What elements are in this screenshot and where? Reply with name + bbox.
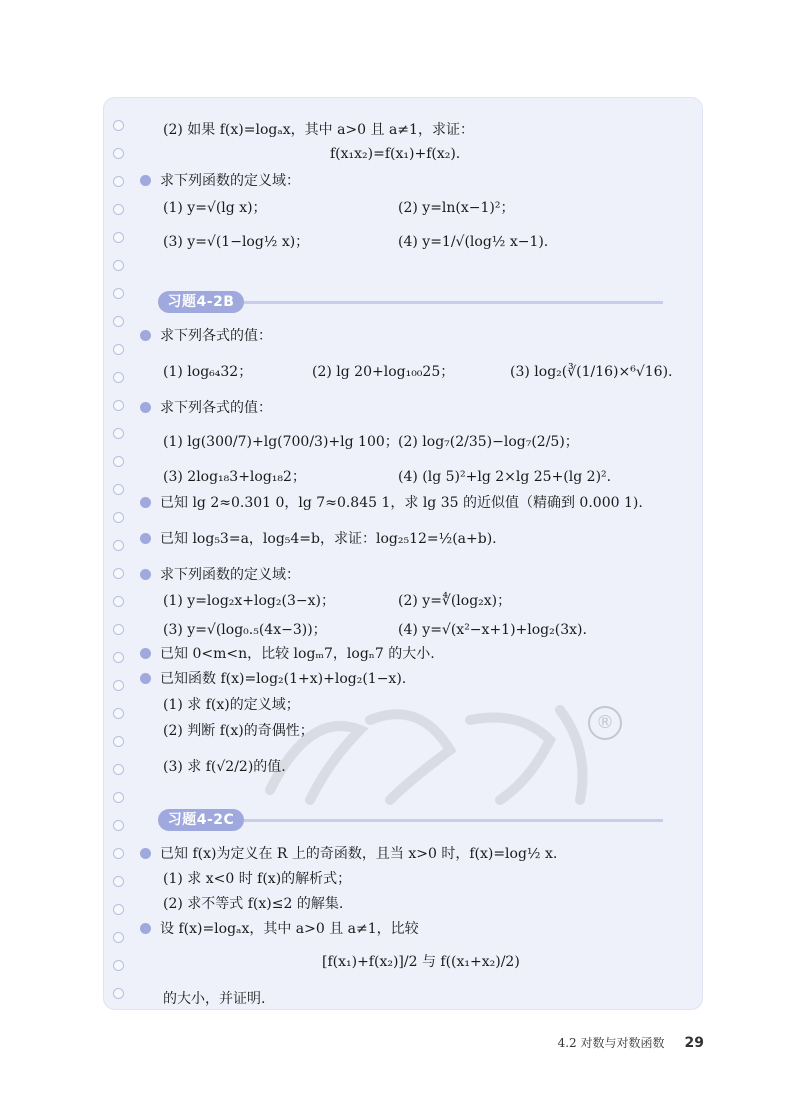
page-number: 29 xyxy=(684,1035,704,1051)
b-q1-item-3: (3) log₂(∛(1/16)×⁶√16). xyxy=(510,364,673,380)
c-q1-item-2: (2) 求不等式 f(x)≤2 的解集. xyxy=(163,896,344,912)
c-q2-tail: 的大小，并证明. xyxy=(163,991,266,1007)
question-badge xyxy=(140,673,151,684)
b-q2-item-3: (3) 2log₁₈3+log₁₈2； xyxy=(163,469,306,485)
b-q5-item-2: (2) y=∜(log₂x)； xyxy=(398,593,512,609)
question-text: 求下列各式的值： xyxy=(160,400,272,416)
section-b-header xyxy=(158,291,663,313)
b-q1-item-1: (1) log₆₄32； xyxy=(163,364,253,380)
question-text: 求下列函数的定义域： xyxy=(160,173,300,189)
b-q5-item-1: (1) y=log₂x+log₂(3−x)； xyxy=(163,593,335,609)
b-q7-item-1: (1) 求 f(x)的定义域； xyxy=(163,697,300,713)
question-badge xyxy=(140,923,151,934)
question-text: 已知 f(x)为定义在 R 上的奇函数，且当 x>0 时，f(x)=log½ x. xyxy=(160,846,558,862)
q6-item-4: (4) y=1/√(log½ x−1). xyxy=(398,234,549,250)
q6-item-2: (2) y=ln(x−1)²； xyxy=(398,200,515,216)
chapter-title: 4.2 对数与对数函数 xyxy=(557,1036,665,1050)
b-question-6 xyxy=(140,645,435,663)
question-text: 设 f(x)=logₐx，其中 a>0 且 a≠1，比较 xyxy=(160,921,419,937)
c-q1-item-1: (1) 求 x<0 时 f(x)的解析式； xyxy=(163,871,352,887)
c-question-2 xyxy=(140,920,419,938)
question-badge xyxy=(140,648,151,659)
question-text: 求下列各式的值： xyxy=(160,328,272,344)
question-text: 已知 0<m<n，比较 logₘ7，logₙ7 的大小. xyxy=(160,646,435,662)
b-question-3 xyxy=(140,494,643,512)
question-text: 已知 lg 2≈0.301 0，lg 7≈0.845 1，求 lg 35 的近似值（精确到 0.000 1). xyxy=(160,495,643,511)
b-q5-item-3: (3) y=√(log₀.₅(4x−3))； xyxy=(163,622,327,638)
b-question-7 xyxy=(140,670,406,688)
b-question-2 xyxy=(140,399,272,417)
b-q2-item-4: (4) (lg 5)²+lg 2×lg 25+(lg 2)². xyxy=(398,469,612,485)
section-c-header xyxy=(158,809,663,831)
b-question-1 xyxy=(140,327,272,345)
question-badge xyxy=(140,533,151,544)
question-badge xyxy=(140,569,151,580)
question-6 xyxy=(140,172,300,190)
q6-item-3: (3) y=√(1−log½ x)； xyxy=(163,234,310,250)
question-text: 已知 log₅3=a，log₅4=b，求证：log₂₅12=½(a+b). xyxy=(160,531,497,547)
question-text: 求下列函数的定义域： xyxy=(160,567,300,583)
section-divider xyxy=(244,819,663,822)
part2-formula: f(x₁x₂)=f(x₁)+f(x₂). xyxy=(330,146,461,162)
b-q5-item-4: (4) y=√(x²−x+1)+log₂(3x). xyxy=(398,622,587,638)
question-badge xyxy=(140,848,151,859)
section-c-title: 习题4-2C xyxy=(158,809,244,831)
c-q2-formula: [f(x₁)+f(x₂)]/2 与 f((x₁+x₂)/2) xyxy=(322,954,520,970)
question-badge xyxy=(140,497,151,508)
b-question-4 xyxy=(140,530,497,548)
registered-mark: ® xyxy=(588,706,622,740)
question-badge xyxy=(140,402,151,413)
question-text: 已知函数 f(x)=log₂(1+x)+log₂(1−x). xyxy=(160,671,407,687)
question-badge xyxy=(140,175,151,186)
b-q7-item-2: (2) 判断 f(x)的奇偶性； xyxy=(163,723,314,739)
section-divider xyxy=(244,301,663,304)
page-footer xyxy=(558,1034,704,1051)
b-q2-item-2: (2) log₇(2/35)−log₇(2/5)； xyxy=(398,434,579,450)
c-question-1 xyxy=(140,845,557,863)
part2-text: (2) 如果 f(x)=logₐx，其中 a>0 且 a≠1，求证： xyxy=(163,122,474,138)
b-q1-item-2: (2) lg 20+log₁₀₀25； xyxy=(312,364,455,380)
b-q7-item-3: (3) 求 f(√2/2)的值. xyxy=(163,759,286,775)
section-b-title: 习题4-2B xyxy=(158,291,244,313)
b-q2-item-1: (1) lg(300/7)+lg(700/3)+lg 100； xyxy=(163,434,399,450)
b-question-5 xyxy=(140,566,300,584)
question-badge xyxy=(140,330,151,341)
q6-item-1: (1) y=√(lg x)； xyxy=(163,200,267,216)
